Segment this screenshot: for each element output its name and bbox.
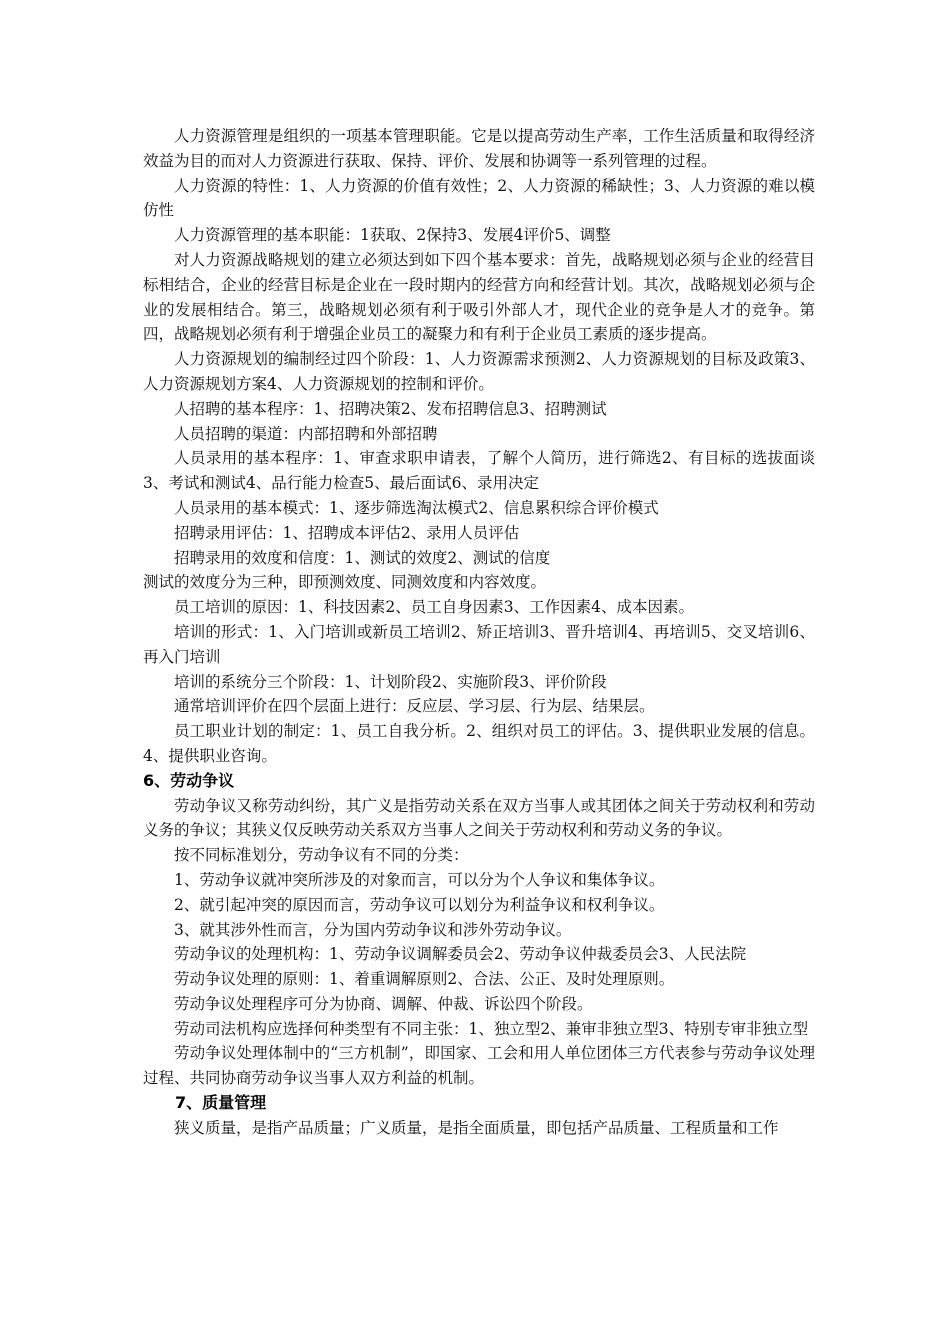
- paragraph-recruitment-procedure: 人招聘的基本程序：1、招聘决策2、发布招聘信息3、招聘测试: [174, 399, 607, 418]
- section-heading-labor-disputes: 6、劳动争议: [143, 770, 235, 790]
- paragraph-training-evaluation: 通常培训评价在四个层面上进行：反应层、学习层、行为层、结果层。: [174, 697, 655, 716]
- paragraph-training-forms: 培训的形式：1、入门培训或新员工培训2、矫正培训3、晋升培训4、再培训5、交叉培训6、再入门培训: [143, 622, 815, 666]
- paragraph-dispute-type-2: 2、就引起冲突的原因而言，劳动争议可以划分为利益争议和权利争议。: [174, 895, 665, 914]
- paragraph-planning-stages: 人力资源规划的编制经过四个阶段：1、人力资源需求预测2、人力资源规划的目标及政策3、人力资源规划方案4、人力资源规划的控制和评价。: [143, 350, 815, 393]
- paragraph-validity-reliability: 招聘录用的效度和信度：1、测试的效度2、测试的信度: [174, 548, 551, 567]
- paragraph-training-reasons: 员工培训的原因：1、科技因素2、员工自身因素3、工作因素4、成本因素。: [174, 598, 694, 617]
- paragraph-dispute-principles: 劳动争议处理的原则：1、着重调解原则2、合法、公正、及时处理原则。: [174, 970, 675, 989]
- paragraph-hrm-definition: 人力资源管理是组织的一项基本管理职能。它是以提高劳动生产率，工作生活质量和取得经济效益为目的而对人力资源进行获取、保持、评价、发展和协调等一系列管理的过程。: [143, 127, 815, 170]
- paragraph-tripartite-mechanism: 劳动争议处理体制中的“三方机制”，即国家、工会和用人单位团体三方代表参与劳动争议处理过程、共同协商劳动争议当事人双方利益的机制。: [143, 1044, 815, 1088]
- paragraph-hiring-models: 人员录用的基本模式：1、逐步筛选淘汰模式2、信息累积综合评价模式: [174, 498, 659, 517]
- paragraph-career-planning: 员工职业计划的制定：1、员工自我分析。2、组织对员工的评估。3、提供职业发展的信息。4、提供职业咨询。: [143, 722, 815, 765]
- paragraph-dispute-procedure: 劳动争议处理程序可分为协商、调解、仲裁、诉讼四个阶段。: [174, 994, 593, 1013]
- paragraph-dispute-type-3: 3、就其涉外性而言，分为国内劳动争议和涉外劳动争议。: [174, 920, 572, 939]
- paragraph-recruitment-evaluation: 招聘录用评估：1、招聘成本评估2、录用人员评估: [174, 523, 520, 542]
- paragraph-dispute-classification: 按不同标准划分，劳动争议有不同的分类：: [174, 846, 469, 865]
- paragraph-labor-dispute-definition: 劳动争议又称劳动纠纷，其广义是指劳动关系在双方当事人或其团体之间关于劳动权利和劳动义务的争议；其狭义仅反映劳动关系双方当事人之间关于劳动权利和劳动义务的争议。: [143, 796, 815, 840]
- document-body: [143, 124, 815, 1141]
- paragraph-hr-characteristics: 人力资源的特性：1、人力资源的价值有效性；2、人力资源的稀缺性；3、人力资源的难以模仿性: [143, 176, 815, 220]
- paragraph-recruitment-channels: 人员招聘的渠道：内部招聘和外部招聘: [174, 424, 438, 443]
- paragraph-judicial-types: 劳动司法机构应选择何种类型有不同主张：1、独立型2、兼审非独立型3、特别专审非独立型: [174, 1019, 809, 1038]
- paragraph-strategic-planning: 对人力资源战略规划的建立必须达到如下四个基本要求：首先，战略规划必须与企业的经营目标相结合，企业的经营目标是企业在一段时期内的经营方向和经营计划。其次，战略规划必须与企业的发展相结合。第三，战略规划必须有利于吸引外部人才，现代企业的竞争是人才的竞争。第四，战略规划必须有利于增强企业员工的凝聚力和有利于企业员工素质的逐步提高。: [143, 250, 815, 344]
- paragraph-dispute-institutions: 劳动争议的处理机构：1、劳动争议调解委员会2、劳动争议仲裁委员会3、人民法院: [174, 945, 747, 964]
- section-heading-quality-management: 7、质量管理: [175, 1093, 267, 1113]
- paragraph-dispute-type-1: 1、劳动争议就冲突所涉及的对象而言，可以分为个人争议和集体争议。: [174, 870, 665, 889]
- paragraph-hiring-procedure: 人员录用的基本程序：1、审查求职申请表，了解个人简历，进行筛选2、有目标的选拔面谈3、考试和测试4、品行能力检查5、最后面试6、录用决定: [143, 449, 815, 493]
- paragraph-validity-types: 测试的效度分为三种，即预测效度、同测效度和内容效度。: [143, 573, 547, 592]
- paragraph-hrm-functions: 人力资源管理的基本职能：1获取、2保持3、发展4评价5、调整: [174, 226, 611, 245]
- paragraph-training-stages: 培训的系统分三个阶段：1、计划阶段2、实施阶段3、评价阶段: [174, 672, 607, 691]
- paragraph-quality-definition: 狭义质量，是指产品质量；广义质量，是指全面质量，即包括产品质量、工程质量和工作: [174, 1118, 779, 1137]
